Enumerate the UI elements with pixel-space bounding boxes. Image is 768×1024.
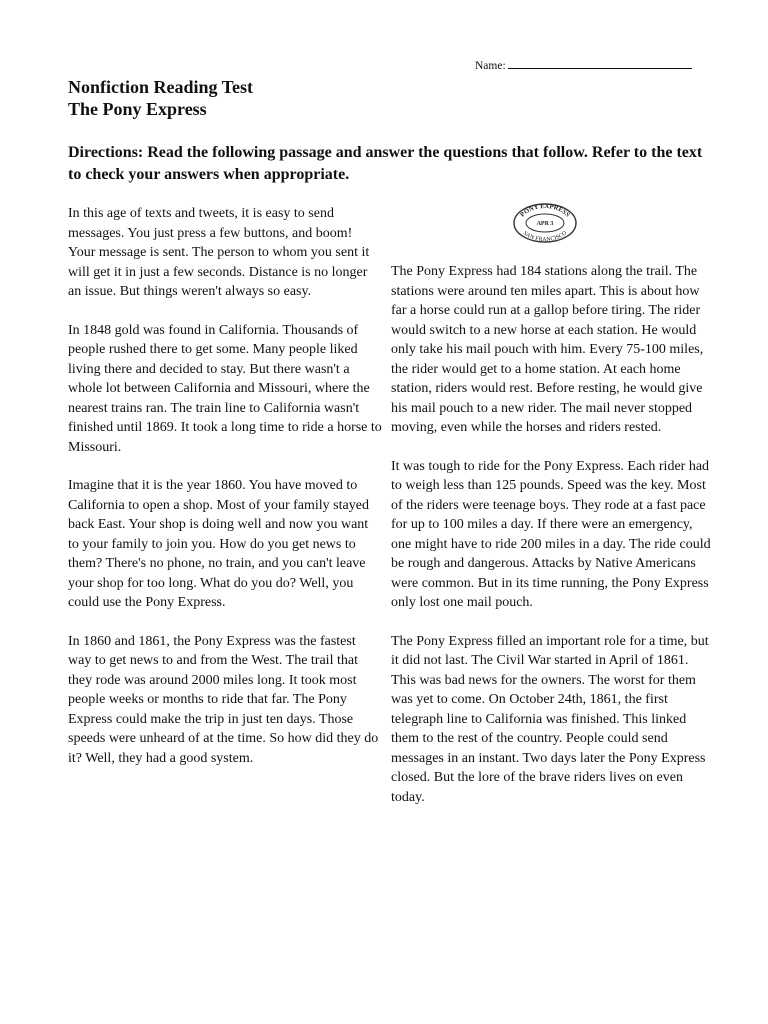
passage-title: The Pony Express (68, 99, 207, 119)
test-title: Nonfiction Reading Test (68, 77, 254, 97)
stamp-date-text: APR 3 (536, 221, 554, 227)
svg-text:PONY EXPRESS (519, 203, 571, 219)
name-field[interactable] (475, 58, 692, 72)
name-blank-line[interactable] (508, 58, 692, 69)
pony-express-postmark-icon (512, 203, 578, 243)
paragraph: Imagine that it is the year 1860. You have moved to California to open a shop. Most of your family stayed back East. Your shop is doing well and now you want to your family to join you. How do you get news to them? There's no phone, no train, and you can't leave your shop for too long. What do you do? Well, you could use the Pony Express. (68, 478, 369, 610)
passage-right-column (391, 262, 711, 826)
paragraph: The Pony Express had 184 stations along the trail. The stations were around ten miles apart. This is about how far a horse could run at a gallop before tiring. The rider would switch to a new horse at each station. He would only take his mail pouch with him. Every 75-100 miles, the rider would get to a home station. At each home station, riders would rest. Before resting, he would give his mail pouch to a new rider. The mail never stopped moving, even while the horses and riders rested. (391, 264, 704, 435)
directions-text: Read the following passage and answer the questions that follow. Refer to the text to check your answers when appropriate. (68, 144, 703, 183)
directions-label: Directions: (68, 144, 144, 161)
stamp-bottom-text: SAN FRANCISCO (521, 230, 569, 243)
paragraph: It was tough to ride for the Pony Express. Each rider had to weigh less than 125 pounds. Speed was the key. Most of the riders were teenage boys. They rode at a fast pace for up to 100 miles a day. If there were an emergency, one might have to ride 200 miles in a day. The ride could be rough and dangerous. Attacks by Native Americans were common. But in its time running, the Pony Express only lost one mail pouch. (391, 458, 711, 610)
paragraph: In 1848 gold was found in California. Thousands of people rushed there to get some. Many people liked living there and decided to stay. But there wasn't a whole lot between California and Missouri, where the nearest trains ran. The train line to California wasn't finished until 1869. It took a long time to ride a horse to Missouri. (68, 322, 382, 455)
name-label: Name: (475, 60, 506, 72)
paragraph: In this age of texts and tweets, it is easy to send messages. You just press a few buttons, and boom! Your message is sent. The person to whom you sent it will get it in just a few seconds. Distance is no longer an issue. But things weren't always so easy. (68, 206, 370, 299)
stamp-top-text: PONY EXPRESS (519, 203, 571, 219)
passage-left-column (68, 204, 382, 787)
page-title (68, 76, 253, 120)
directions (68, 142, 708, 186)
paragraph: In 1860 and 1861, the Pony Express was the fastest way to get news to and from the West. The trail that they rode was around 2000 miles long. It took most people weeks or months to ride that far. The Pony Express could make the trip in just ten days. Those speeds were unheard of at the time. So how did they do it? Well, they had a good system. (68, 633, 379, 766)
paragraph: The Pony Express filled an important role for a time, but it did not last. The Civil War started in April of 1861. This was bad news for the owners. The worst for them was yet to come. On October 24th, 1861, the first telegraph line to California was finished. This linked them to the rest of the country. People could send messages in an instant. Two days later the Pony Express closed. But the lore of the brave riders lives on even today. (391, 633, 709, 805)
